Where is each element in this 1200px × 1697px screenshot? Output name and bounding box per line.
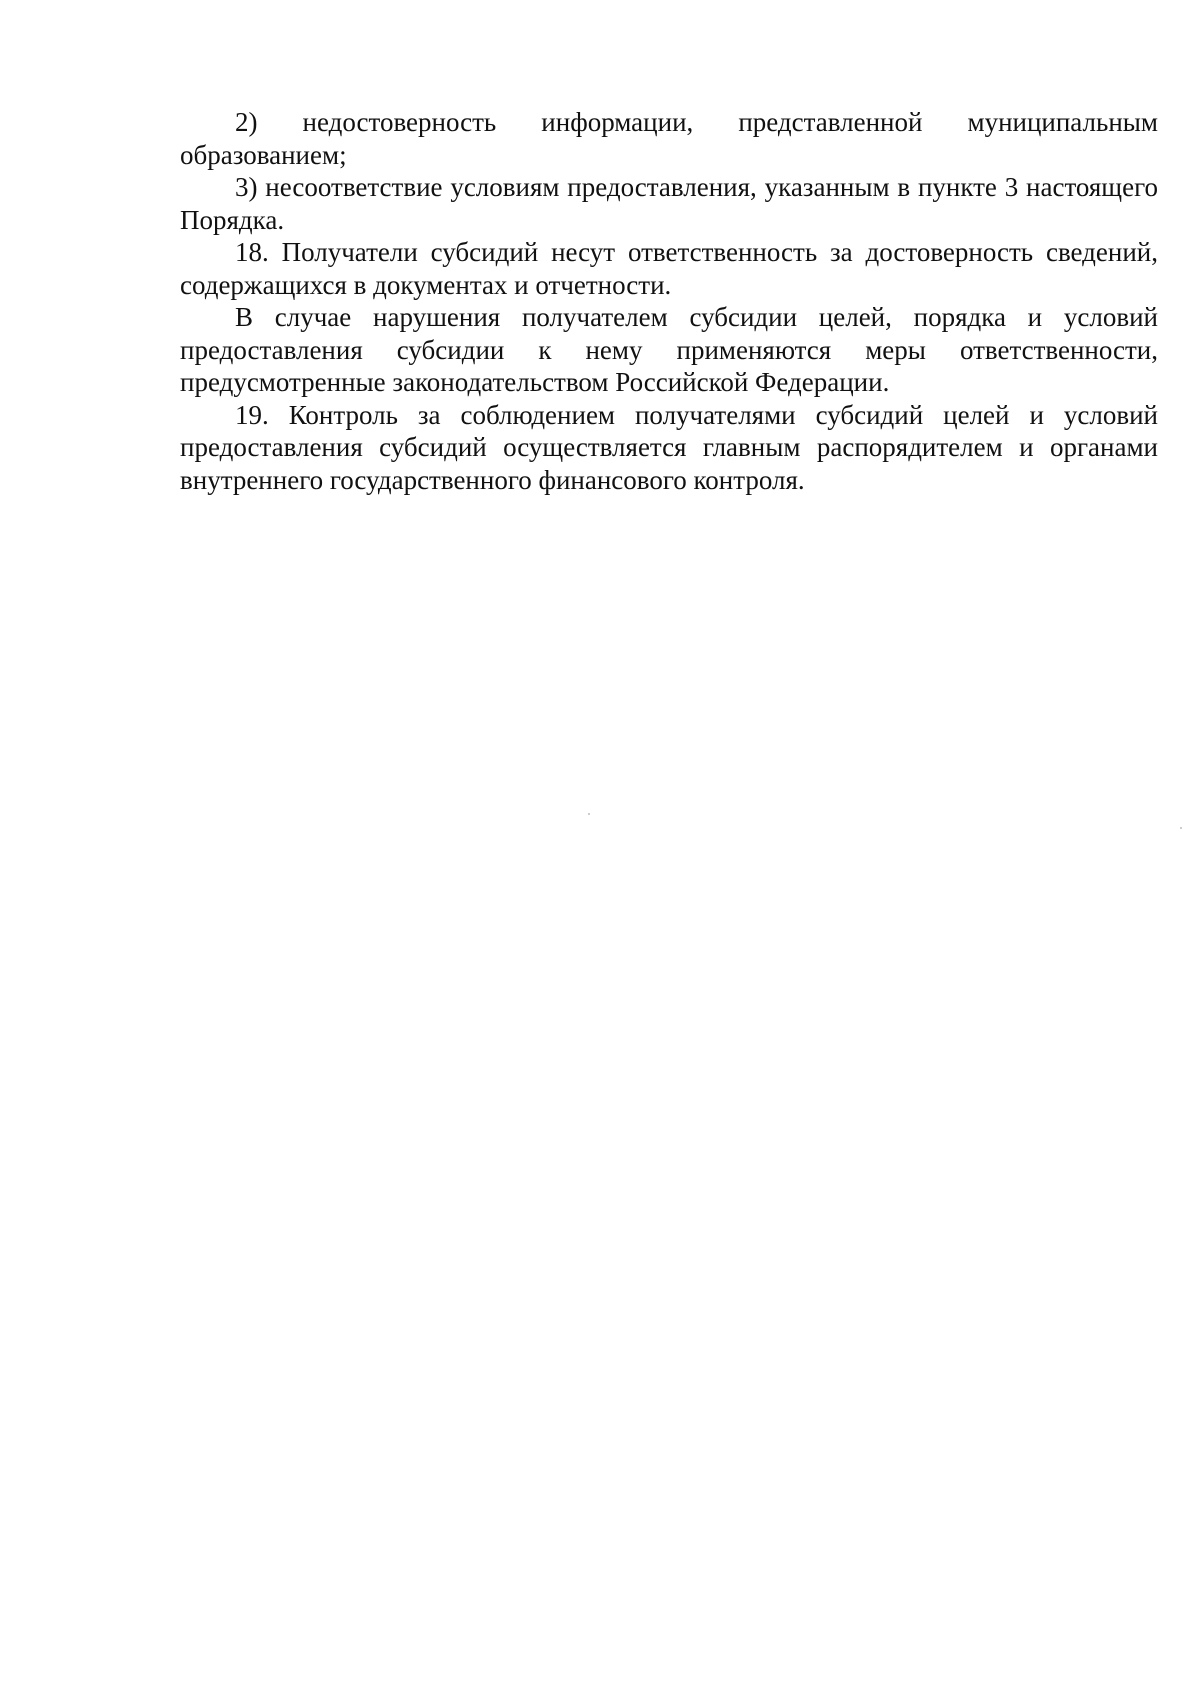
paragraph-item-2: 2) недостоверность информации, представленной муниципальным образованием; xyxy=(180,107,1158,170)
paragraph-clause-18-liability: В случае нарушения получателем субсидии целей, порядка и условий предоставления субсидии к нему применяются меры ответственности, предусмотренные законодательством Российской Федерации. xyxy=(180,302,1158,397)
document-body xyxy=(180,106,1158,496)
paragraph-clause-18: 18. Получатели субсидий несут ответственность за достоверность сведений, содержащихся в документах и отчетности. xyxy=(180,237,1158,300)
paragraph-clause-19: 19. Контроль за соблюдением получателями субсидий целей и условий предоставления субсидий осуществляется главным распорядителем и органами внутреннего государственного финансового контроля. xyxy=(180,399,1158,495)
scan-speck xyxy=(588,813,590,815)
paragraph-item-3: 3) несоответствие условиям предоставления, указанным в пункте 3 настоящего Порядка. xyxy=(180,172,1158,235)
scan-speck xyxy=(1180,827,1182,829)
